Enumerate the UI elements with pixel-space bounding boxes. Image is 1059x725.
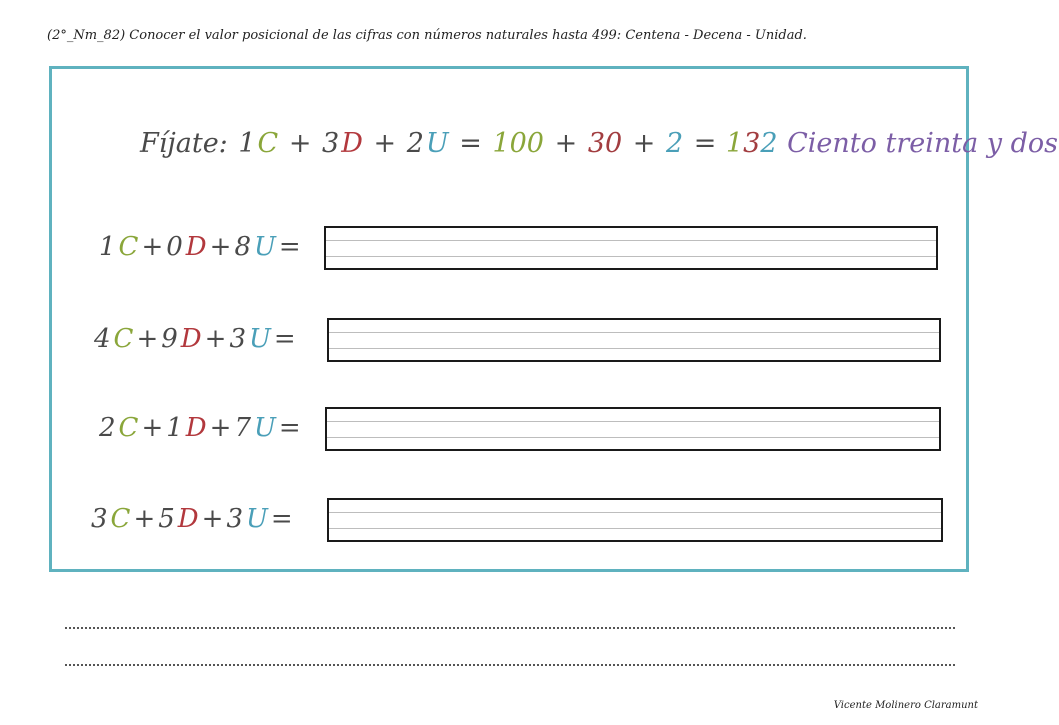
example-lead: Fíjate: — [140, 128, 228, 159]
example-units-value: 2 — [665, 128, 684, 159]
centena-symbol: C — [118, 232, 139, 262]
hundreds-digit: 2 — [99, 413, 116, 443]
worksheet-title: (2°_Nm_82) Conocer el valor posicional de las cifras con números naturales hasta 499: Centena - Decena - Unidad. — [47, 28, 807, 43]
plus-sign: + — [209, 232, 232, 262]
centena-symbol: C — [118, 413, 139, 443]
equals-sign: = — [273, 324, 296, 354]
answer-field[interactable] — [327, 318, 941, 362]
plus-sign: + — [133, 504, 156, 534]
example-result-hundreds: 1 — [725, 128, 744, 159]
equals-sign: = — [278, 232, 301, 262]
plus-sign: + — [201, 504, 224, 534]
plus-sign: + — [141, 232, 164, 262]
example-hundreds-value: 100 — [492, 128, 544, 159]
plus-sign: + — [209, 413, 232, 443]
hundreds-digit: 4 — [94, 324, 111, 354]
example-d: D — [341, 128, 363, 159]
plus-sign: + — [204, 324, 227, 354]
decena-symbol: D — [185, 413, 207, 443]
unidad-symbol: U — [254, 413, 276, 443]
example-result-tens: 3 — [743, 128, 761, 159]
decena-symbol: D — [185, 232, 207, 262]
exercise-expression — [99, 232, 304, 262]
plus-sign: + — [136, 324, 159, 354]
example-line — [139, 128, 1059, 159]
units-digit: 7 — [234, 413, 251, 443]
tens-digit: 5 — [158, 504, 175, 534]
example-d-count: 3 — [322, 128, 340, 159]
centena-symbol: C — [110, 504, 131, 534]
exercise-row — [0, 498, 1024, 548]
example-plus: + — [554, 128, 578, 159]
example-c: C — [257, 128, 279, 159]
units-digit: 3 — [226, 504, 243, 534]
answer-field[interactable] — [327, 498, 943, 542]
example-c-count: 1 — [238, 128, 256, 159]
tens-digit: 0 — [166, 232, 183, 262]
writing-line[interactable] — [65, 664, 955, 668]
unidad-symbol: U — [254, 232, 276, 262]
unidad-symbol: U — [246, 504, 268, 534]
example-equals: = — [693, 128, 717, 159]
units-digit: 3 — [229, 324, 246, 354]
exercise-row — [0, 318, 1024, 368]
example-u-count: 2 — [406, 128, 424, 159]
writing-line[interactable] — [65, 627, 955, 631]
example-plus: + — [373, 128, 397, 159]
exercise-expression — [94, 324, 299, 354]
tens-digit: 1 — [166, 413, 183, 443]
plus-sign: + — [141, 413, 164, 443]
example-tens-value: 30 — [587, 128, 623, 159]
example-plus: + — [632, 128, 656, 159]
units-digit: 8 — [234, 232, 251, 262]
answer-field[interactable] — [325, 407, 941, 451]
hundreds-digit: 3 — [91, 504, 108, 534]
answer-field[interactable] — [324, 226, 938, 270]
example-u: U — [425, 128, 449, 159]
exercise-row — [0, 226, 1024, 276]
hundreds-digit: 1 — [99, 232, 116, 262]
author-signature: Vicente Molinero Claramunt — [833, 700, 978, 711]
unidad-symbol: U — [249, 324, 271, 354]
exercise-row — [0, 407, 1024, 457]
tens-digit: 9 — [161, 324, 178, 354]
example-equals: = — [459, 128, 482, 159]
decena-symbol: D — [180, 324, 202, 354]
equals-sign: = — [278, 413, 301, 443]
exercise-expression — [91, 504, 296, 534]
example-result-units: 2 — [760, 128, 778, 159]
example-words: Ciento treinta y dos — [787, 128, 1059, 159]
centena-symbol: C — [113, 324, 134, 354]
example-plus: + — [288, 128, 312, 159]
exercise-expression — [99, 413, 304, 443]
decena-symbol: D — [177, 504, 199, 534]
equals-sign: = — [270, 504, 293, 534]
